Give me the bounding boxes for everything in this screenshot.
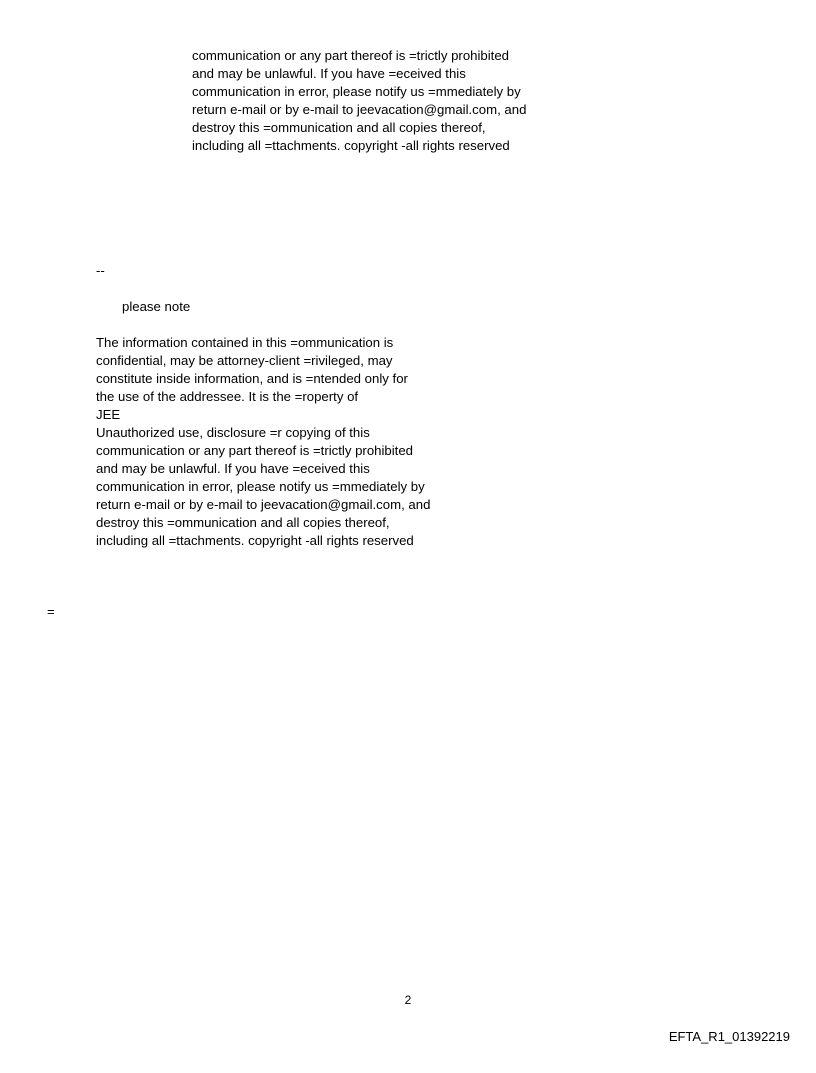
text-line: and may be unlawful. If you have =eceived this bbox=[192, 66, 466, 81]
text-line: communication or any part thereof is =trictly prohibited bbox=[192, 48, 510, 63]
disclaimer-text bbox=[96, 334, 430, 550]
text-line: confidential, may be attorney-client =rivileged, may bbox=[96, 353, 393, 368]
text-line: destroy this =ommunication and all copies thereof, bbox=[192, 120, 486, 135]
note-heading: please note bbox=[122, 299, 191, 314]
stray-character: = bbox=[47, 604, 55, 619]
signature-separator: -- bbox=[96, 263, 105, 278]
text-line: including all =ttachments. copyright -all rights reserved bbox=[96, 533, 414, 548]
text-line: destroy this =ommunication and all copies thereof, bbox=[96, 515, 390, 530]
document-id: EFTA_R1_01392219 bbox=[668, 1029, 790, 1044]
text-line: communication or any part thereof is =trictly prohibited bbox=[96, 443, 414, 458]
text-line: constitute inside information, and is =ntended only for bbox=[96, 371, 408, 386]
page-number: 2 bbox=[404, 993, 412, 1007]
text-line: communication in error, please notify us =mmediately by bbox=[96, 479, 425, 494]
text-line: return e-mail or by e-mail to jeevacation@gmail.com, and bbox=[96, 497, 431, 512]
disclaimer-text-continued bbox=[192, 47, 526, 155]
text-line: the use of the addressee. It is the =roperty of bbox=[96, 389, 359, 404]
text-line: and may be unlawful. If you have =eceived this bbox=[96, 461, 370, 476]
text-line: JEE bbox=[96, 407, 121, 422]
text-line: The information contained in this =ommunication is bbox=[96, 335, 394, 350]
text-line: communication in error, please notify us =mmediately by bbox=[192, 84, 521, 99]
text-line: return e-mail or by e-mail to jeevacation@gmail.com, and bbox=[192, 102, 527, 117]
text-line: Unauthorized use, disclosure =r copying of this bbox=[96, 425, 370, 440]
text-line: including all =ttachments. copyright -all rights reserved bbox=[192, 138, 510, 153]
